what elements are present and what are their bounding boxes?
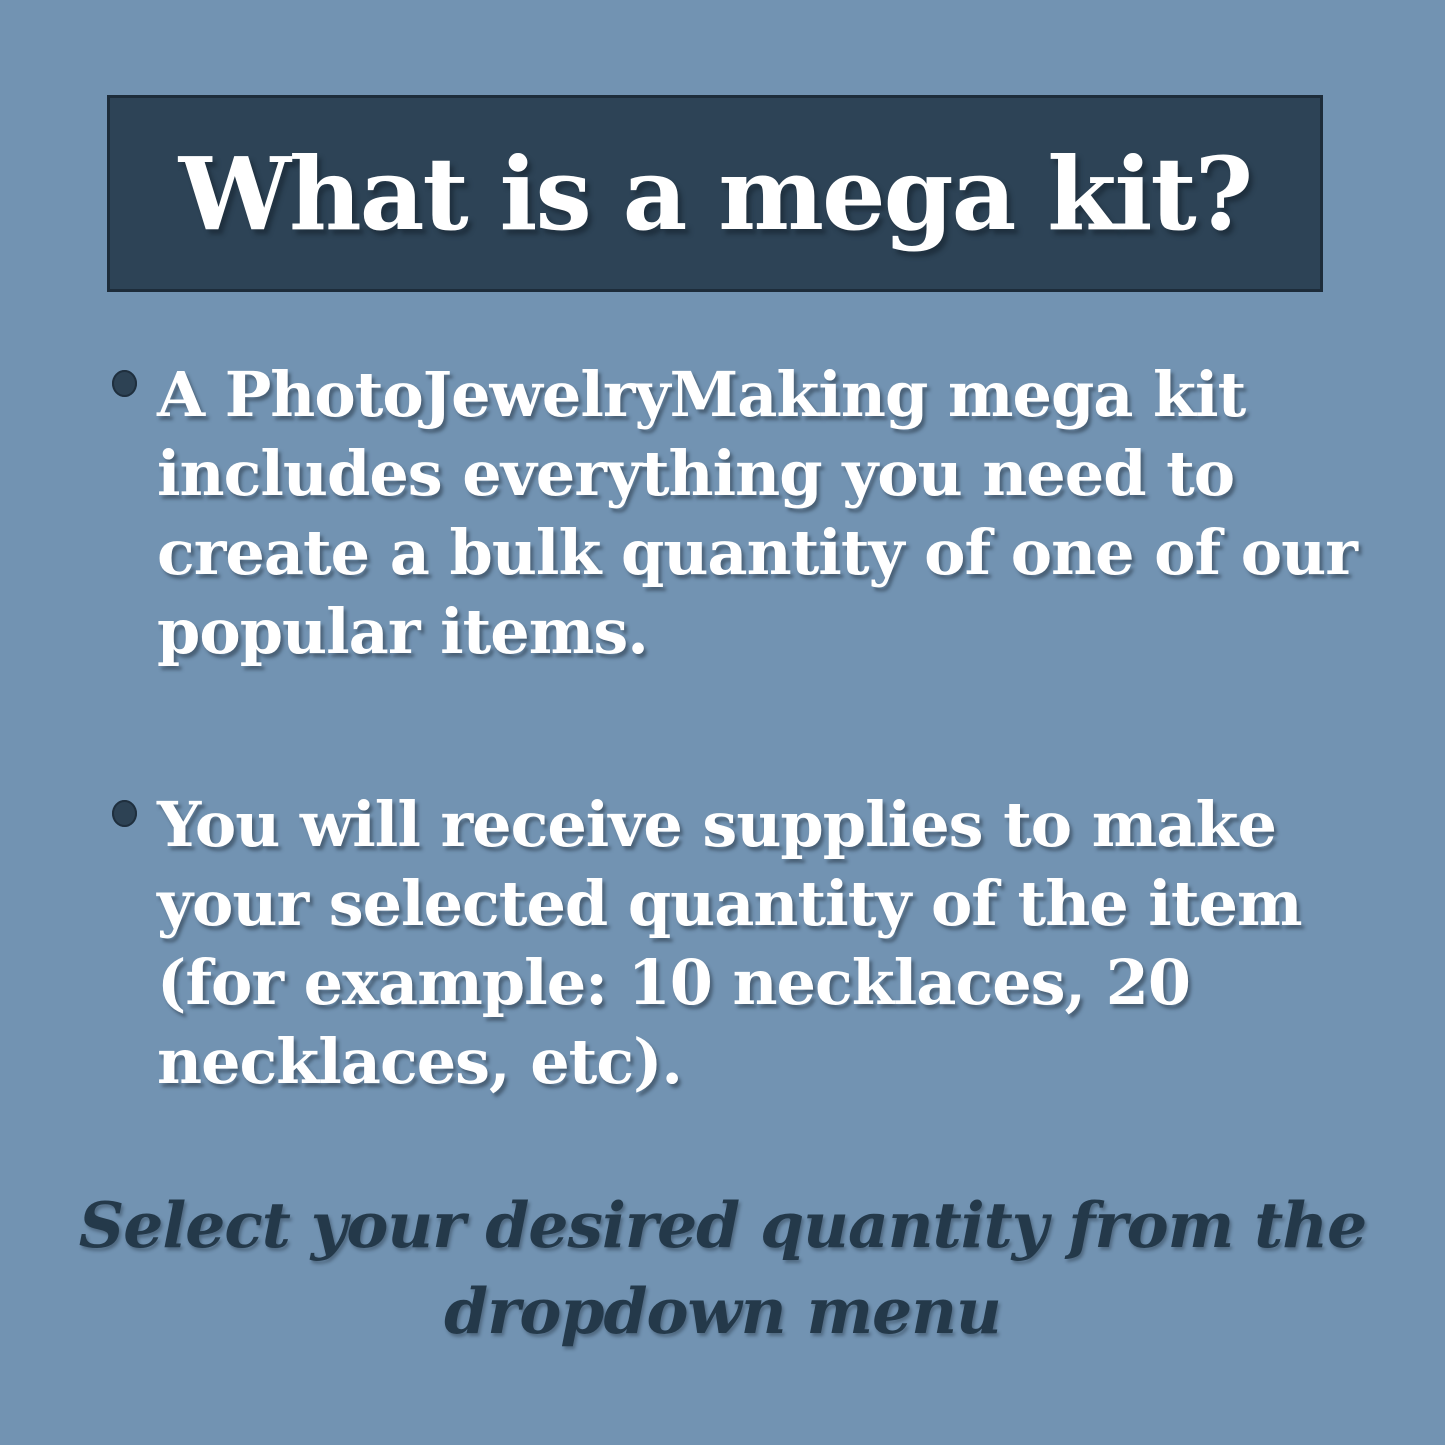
bullet-text [157,355,1392,671]
bullet-line: You will receive supplies to make [157,788,1276,861]
bullet-line: A PhotoJewelryMaking mega kit [157,358,1246,431]
bullet-line: includes everything you need to [157,437,1235,510]
footer-line: Select your desired quantity from the [78,1188,1367,1262]
bullet-dot-icon [112,370,137,397]
header-banner [107,95,1323,292]
bullet-list [112,355,1392,1101]
bullet-line: your selected quantity of the item [157,867,1302,940]
bullet-item [112,785,1392,1101]
bullet-line: popular items. [157,595,648,668]
bullet-item [112,355,1392,671]
bullet-text [157,785,1392,1101]
bullet-line: create a bulk quantity of one of our [157,516,1357,589]
bullet-line: (for example: 10 necklaces, 20 [157,946,1190,1019]
footer-note [0,1182,1445,1354]
bullet-dot-icon [112,800,137,827]
bullet-line: necklaces, etc). [157,1025,682,1098]
footer-line: dropdown menu [444,1274,1001,1348]
page-title: What is a mega kit? [178,134,1252,253]
